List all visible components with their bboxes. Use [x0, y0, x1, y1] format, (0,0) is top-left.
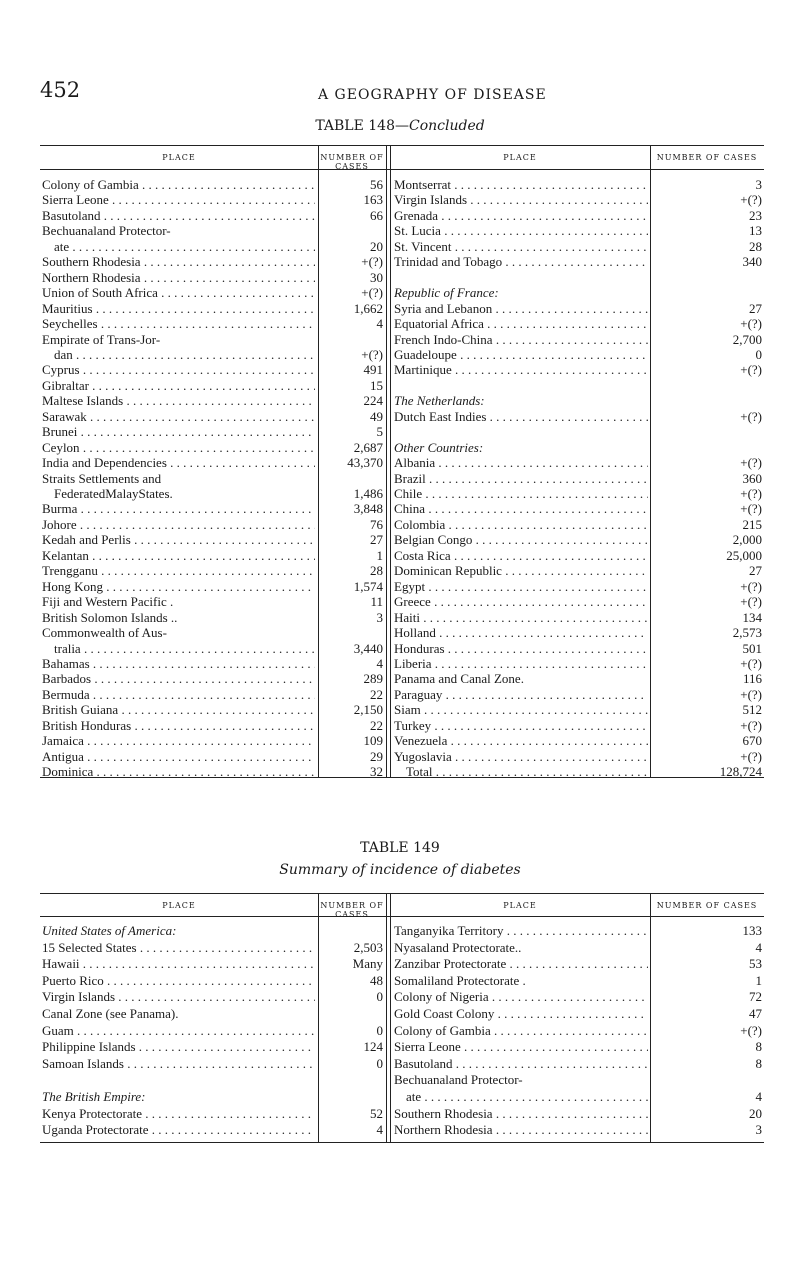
running-title: A GEOGRAPHY OF DISEASE — [318, 87, 547, 103]
place-cell: Northern Rhodesia . . . — [42, 270, 315, 285]
cases-cell: 360 — [742, 470, 762, 486]
cases-cell: 124 — [363, 1039, 383, 1055]
cases-cell: 133 — [742, 923, 762, 938]
place-cell: ate . . . — [54, 239, 315, 254]
place-cell: Liberia . . . — [394, 656, 648, 671]
place-cell: Kedah and Perlis . . . — [42, 532, 315, 547]
cases-cell: 215 — [742, 516, 762, 532]
cases-cell: 4 — [755, 939, 762, 955]
cases-cell: 48 — [370, 972, 383, 988]
place-cell: St. Vincent . . . — [394, 239, 648, 254]
cases-cell: +(?) — [740, 408, 762, 424]
cases-cell: 4 — [755, 1089, 762, 1104]
cases-cell: +(?) — [740, 594, 762, 610]
cases-cell: +(?) — [361, 346, 383, 362]
header-rule — [40, 169, 764, 170]
place-cell: FederatedMalayStates. — [54, 486, 173, 501]
place-cell: Straits Settlements and — [42, 470, 162, 486]
place-cell: Virgin Islands . . . — [42, 989, 315, 1004]
place-cell: Union of South Africa . . . — [42, 285, 315, 300]
cases-cell: 56 — [370, 177, 383, 192]
cases-cell: 47 — [749, 1006, 762, 1021]
cases-cell: 109 — [363, 733, 383, 749]
place-cell: Martinique . . . — [394, 362, 648, 377]
cases-cell: 15 — [370, 377, 383, 393]
table-149-subtitle: Summary of incidence of diabetes — [279, 862, 521, 878]
cases-cell: +(?) — [740, 192, 762, 208]
place-cell: Trengganu . . . — [42, 563, 315, 578]
place-cell: The British Empire: — [42, 1089, 146, 1104]
cases-cell: 3 — [376, 609, 383, 625]
cases-cell: 25,000 — [726, 547, 762, 563]
place-cell: Sierra Leone . . . — [394, 1039, 648, 1054]
place-cell: Colony of Gambia . . . — [394, 1023, 648, 1038]
place-cell: Syria and Lebanon . . . — [394, 301, 648, 316]
cases-cell: +(?) — [740, 501, 762, 517]
place-cell: British Guiana . . . — [42, 702, 315, 717]
page-header — [0, 78, 800, 108]
cases-cell: 2,573 — [732, 625, 762, 641]
place-cell: Bechuanaland Protector- — [42, 223, 171, 239]
table-top-rule — [40, 145, 764, 146]
cases-cell: 22 — [370, 686, 383, 702]
column-divider — [318, 145, 319, 777]
cases-cell: 3,440 — [353, 640, 383, 656]
table-149 — [40, 893, 764, 1143]
col-header-place: PLACE — [162, 901, 196, 910]
place-cell: Other Countries: — [394, 439, 484, 455]
place-cell: Brazil . . . — [394, 471, 648, 486]
cases-cell: 43,370 — [347, 455, 383, 471]
cases-cell: 3 — [755, 177, 762, 192]
cases-cell: 5 — [376, 424, 383, 440]
cases-cell: 512 — [742, 702, 762, 718]
cases-cell: 30 — [370, 269, 383, 285]
place-cell: China . . . — [394, 501, 648, 516]
cases-cell: Many — [352, 956, 383, 972]
cases-cell: 32 — [370, 764, 383, 780]
place-cell: dan . . . — [54, 347, 315, 362]
place-cell: Burma . . . — [42, 501, 315, 516]
cases-cell: 2,503 — [353, 939, 383, 955]
cases-cell: 501 — [742, 640, 762, 656]
table-148 — [40, 145, 764, 778]
col-header-cases: NUMBER OF CASES — [656, 153, 758, 162]
table-bottom-rule — [40, 1142, 764, 1143]
cases-cell: 1,662 — [353, 300, 383, 316]
cases-cell: 289 — [363, 671, 383, 687]
cases-cell: 27 — [749, 563, 762, 579]
cases-cell: 52 — [370, 1105, 383, 1121]
place-cell: Gibraltar . . . — [42, 378, 315, 393]
cases-cell: 4 — [376, 655, 383, 671]
place-cell: St. Lucia . . . — [394, 223, 648, 238]
place-cell: Philippine Islands . . . — [42, 1039, 315, 1054]
place-cell: Kelantan . . . — [42, 548, 315, 563]
cases-cell: 340 — [742, 254, 762, 270]
place-cell: Bechuanaland Protector- — [394, 1072, 523, 1088]
place-cell: Tanganyika Territory . . . — [394, 923, 648, 938]
place-cell: Hawaii . . . — [42, 956, 315, 971]
place-cell: Seychelles . . . — [42, 316, 315, 331]
place-cell: Panama and Canal Zone. — [394, 671, 524, 687]
place-cell: Virgin Islands . . . — [394, 192, 648, 207]
place-cell: Colony of Gambia . . . — [42, 177, 315, 192]
place-cell: Mauritius . . . — [42, 301, 315, 316]
place-cell: Jamaica . . . — [42, 733, 315, 748]
cases-cell: +(?) — [740, 748, 762, 764]
cases-cell: 49 — [370, 408, 383, 424]
cases-cell: 20 — [370, 238, 383, 254]
place-cell: Guam . . . — [42, 1023, 315, 1038]
cases-cell: 72 — [749, 989, 762, 1005]
place-cell: Southern Rhodesia . . . — [394, 1106, 648, 1121]
cases-cell: +(?) — [740, 686, 762, 702]
place-cell: Albania . . . — [394, 455, 648, 470]
place-cell: Empirate of Trans-Jor- — [42, 331, 161, 347]
cases-cell: 0 — [376, 989, 383, 1005]
cases-cell: +(?) — [361, 254, 383, 270]
header-rule — [40, 916, 764, 917]
cases-cell: +(?) — [740, 1022, 762, 1038]
col-header-cases: NUMBER OF CASES — [320, 153, 384, 171]
place-cell: Canal Zone (see Panama). — [42, 1006, 179, 1021]
place-cell: The Netherlands: — [394, 393, 485, 409]
place-cell: Belgian Congo . . . — [394, 532, 648, 547]
place-cell: Haiti . . . — [394, 610, 648, 625]
table-148-title: TABLE 148—Concluded — [315, 118, 485, 134]
cases-cell: 224 — [363, 393, 383, 409]
place-cell: Paraguay . . . — [394, 687, 648, 702]
place-cell: Dutch East Indies . . . — [394, 409, 648, 424]
cases-cell: 1,574 — [353, 578, 383, 594]
place-cell: British Solomon Islands .. — [42, 609, 178, 625]
col-header-place: PLACE — [503, 153, 537, 162]
place-cell: Southern Rhodesia . . . — [42, 254, 315, 269]
cases-cell: 20 — [749, 1105, 762, 1121]
place-cell: Ceylon . . . — [42, 440, 315, 455]
place-cell: Cyprus . . . — [42, 362, 315, 377]
cases-cell: 116 — [742, 671, 762, 687]
cases-cell: +(?) — [740, 486, 762, 501]
place-cell: Fiji and Western Pacific . — [42, 594, 174, 610]
cases-cell: 27 — [370, 532, 383, 548]
place-cell: Total . . . — [406, 764, 648, 779]
cases-cell: 163 — [363, 192, 383, 208]
cases-cell: 2,150 — [353, 702, 383, 718]
cases-cell: 27 — [749, 300, 762, 316]
place-cell: Turkey . . . — [394, 718, 648, 733]
cases-cell: 23 — [749, 207, 762, 223]
place-cell: Colombia . . . — [394, 517, 648, 532]
place-cell: Uganda Protectorate . . . — [42, 1122, 315, 1137]
place-cell: Maltese Islands . . . — [42, 393, 315, 408]
cases-cell: 670 — [742, 733, 762, 749]
place-cell: Equatorial Africa . . . — [394, 316, 648, 331]
cases-cell: 1 — [755, 972, 762, 988]
place-cell: Yugoslavia . . . — [394, 749, 648, 764]
cases-cell: 66 — [370, 207, 383, 223]
place-cell: tralia . . . — [54, 641, 315, 656]
place-cell: Grenada . . . — [394, 208, 648, 223]
place-cell: Dominica . . . — [42, 764, 315, 779]
place-cell: Honduras . . . — [394, 641, 648, 656]
page-number: 452 — [40, 78, 81, 102]
cases-cell: 29 — [370, 748, 383, 764]
cases-cell: 1 — [376, 547, 383, 563]
cases-cell: 128,724 — [719, 764, 762, 780]
place-cell: Samoan Islands . . . — [42, 1056, 315, 1071]
place-cell: Hong Kong . . . — [42, 579, 315, 594]
center-double-divider — [386, 893, 391, 1142]
place-cell: Johore . . . — [42, 517, 315, 532]
cases-cell: 76 — [370, 516, 383, 532]
cases-cell: +(?) — [740, 717, 762, 733]
cases-cell: 491 — [363, 362, 383, 378]
cases-cell: +(?) — [740, 455, 762, 471]
cases-cell: +(?) — [740, 578, 762, 594]
cases-cell: 3,848 — [353, 501, 383, 517]
place-cell: Greece . . . — [394, 594, 648, 609]
center-double-divider — [386, 145, 391, 777]
col-header-place: PLACE — [503, 901, 537, 910]
cases-cell: 0 — [376, 1022, 383, 1038]
column-divider — [318, 893, 319, 1142]
place-cell: Basutoland . . . — [394, 1056, 648, 1071]
cases-cell: 4 — [376, 1122, 383, 1138]
place-cell: 15 Selected States . . . — [42, 940, 315, 955]
cases-cell: 8 — [755, 1039, 762, 1055]
cases-cell: 28 — [370, 563, 383, 579]
cases-cell: +(?) — [361, 285, 383, 301]
cases-cell: 13 — [749, 223, 762, 239]
place-cell: Venezuela . . . — [394, 733, 648, 748]
cases-cell: 134 — [742, 609, 762, 625]
table-149-title: TABLE 149 — [360, 840, 440, 856]
cases-cell: 28 — [749, 238, 762, 254]
place-cell: Sarawak . . . — [42, 409, 315, 424]
cases-cell: 4 — [376, 316, 383, 332]
place-cell: Holland . . . — [394, 625, 648, 640]
cases-cell: 2,000 — [732, 532, 762, 548]
cases-cell: 2,700 — [732, 331, 762, 347]
place-cell: Zanzibar Protectorate . . . — [394, 956, 648, 971]
place-cell: Chile . . . — [394, 486, 648, 501]
place-cell: Montserrat . . . — [394, 177, 648, 192]
place-cell: Northern Rhodesia . . . — [394, 1122, 648, 1137]
place-cell: Basutoland . . . — [42, 208, 315, 223]
place-cell: Barbados . . . — [42, 671, 315, 686]
place-cell: Bahamas . . . — [42, 656, 315, 671]
place-cell: Antigua . . . — [42, 749, 315, 764]
place-cell: ate . . . — [406, 1089, 648, 1104]
place-cell: India and Dependencies . . . — [42, 455, 315, 470]
cases-cell: 1,486 — [353, 486, 383, 501]
table-148-title-suffix: Concluded — [408, 118, 485, 134]
cases-cell: 22 — [370, 717, 383, 733]
place-cell: Costa Rica . . . — [394, 548, 648, 563]
place-cell: Puerto Rico . . . — [42, 973, 315, 988]
place-cell: Siam . . . — [394, 702, 648, 717]
place-cell: Dominican Republic . . . — [394, 563, 648, 578]
column-divider — [650, 145, 651, 777]
col-header-cases: NUMBER OF CASES — [656, 901, 758, 910]
place-cell: Commonwealth of Aus- — [42, 625, 167, 641]
place-cell: British Honduras . . . — [42, 718, 315, 733]
cases-cell: 3 — [755, 1122, 762, 1138]
cases-cell: +(?) — [740, 316, 762, 332]
table-top-rule — [40, 893, 764, 894]
col-header-place: PLACE — [162, 153, 196, 162]
column-divider — [650, 893, 651, 1142]
cases-cell: 0 — [755, 346, 762, 362]
place-cell: Brunei . . . — [42, 424, 315, 439]
place-cell: Gold Coast Colony . . . — [394, 1006, 648, 1021]
cases-cell: 0 — [376, 1055, 383, 1071]
place-cell: Sierra Leone . . . — [42, 192, 315, 207]
place-cell: French Indo-China . . . — [394, 332, 648, 347]
cases-cell: +(?) — [740, 362, 762, 378]
cases-cell: +(?) — [740, 655, 762, 671]
col-header-cases: NUMBER OF CASES — [320, 901, 384, 919]
place-cell: Colony of Nigeria . . . — [394, 989, 648, 1004]
place-cell: Guadeloupe . . . — [394, 347, 648, 362]
place-cell: Kenya Protectorate . . . — [42, 1106, 315, 1121]
place-cell: Nyasaland Protectorate.. — [394, 939, 522, 955]
place-cell: Bermuda . . . — [42, 687, 315, 702]
place-cell: Somaliland Protectorate . — [394, 972, 526, 988]
place-cell: Egypt . . . — [394, 579, 648, 594]
place-cell: Republic of France: — [394, 285, 499, 301]
cases-cell: 53 — [749, 956, 762, 972]
cases-cell: 8 — [755, 1055, 762, 1071]
place-cell: Trinidad and Tobago . . . — [394, 254, 648, 269]
place-cell: United States of America: — [42, 923, 177, 938]
cases-cell: 11 — [370, 594, 383, 610]
cases-cell: 2,687 — [353, 439, 383, 455]
